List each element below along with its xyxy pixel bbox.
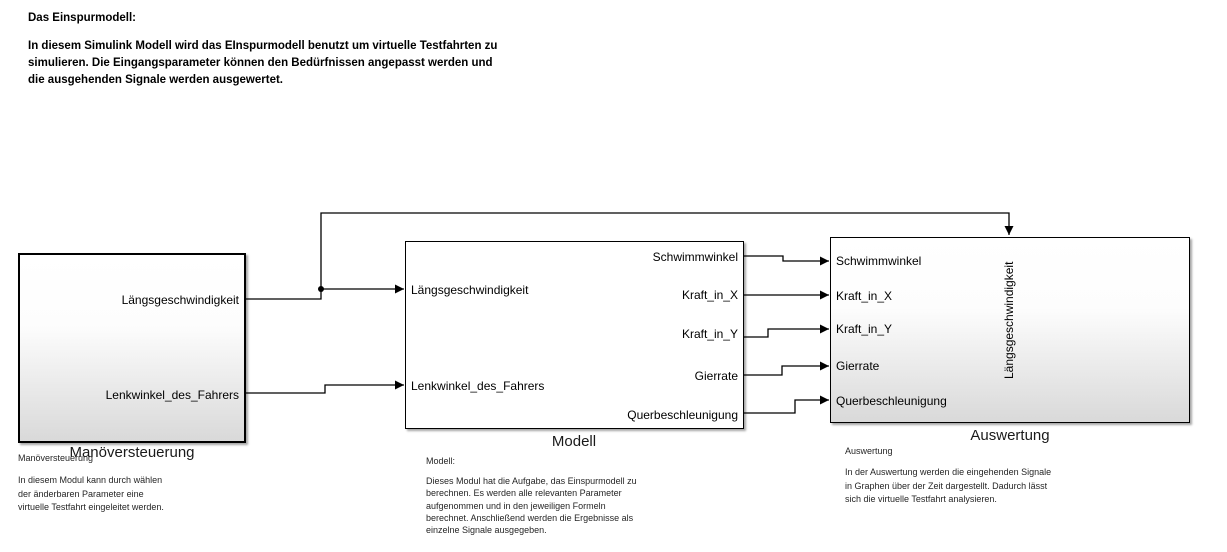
output-port-label: Kraft_in_X: [681, 288, 738, 302]
input-port-label: Kraft_in_Y: [836, 322, 893, 336]
wire-querbeschleunigung[interactable]: [744, 400, 829, 413]
wire-kraft-in-y[interactable]: [744, 329, 829, 337]
annotation-line: der änderbaren Parameter eine: [18, 488, 144, 499]
wire-junction-dot: [318, 286, 324, 292]
input-port-label: Kraft_in_X: [836, 289, 893, 303]
output-port-label: Querbeschleunigung: [627, 408, 738, 422]
annotation-line: In der Auswertung werden die eingehenden Signale: [845, 467, 1052, 477]
input-port-label: Gierrate: [836, 359, 880, 373]
annotation-line: berechnen. Es werden alle relevanten Parameter: [426, 488, 622, 499]
output-port-label: Längsgeschwindigkeit: [121, 293, 239, 307]
annotation-line: virtuelle Testfahrt eingeleitet werden.: [18, 502, 164, 512]
output-port-label: Lenkwinkel_des_Fahrers: [105, 388, 239, 402]
annotation-line: In diesem Modul kann durch wählen: [18, 475, 163, 485]
diagram-title: Das Einspurmodell:: [28, 12, 136, 24]
vertical-input-port-label: Längsgeschwindigkeit: [1002, 261, 1016, 379]
input-port-label: Schwimmwinkel: [836, 254, 922, 268]
annotation-line: Dieses Modul hat die Aufgabe, das Einspurmodell zu: [426, 476, 637, 486]
description-line: simulieren. Die Eingangsparameter können den Bedürfnissen angepasst werden und: [28, 57, 493, 69]
annotation-line: berechnet. Anschließend werden die Ergebnisse als: [426, 512, 634, 523]
block-label-modell: Modell: [551, 433, 597, 450]
input-port-label: Lenkwinkel_des_Fahrers: [411, 379, 545, 393]
annotation-manoeversteuerung: [18, 453, 164, 515]
output-port-label: Schwimmwinkel: [652, 250, 738, 264]
annotation-title: Modell:: [426, 456, 456, 466]
diagram-description: [28, 38, 497, 89]
input-port-label: Querbeschleunigung: [836, 394, 947, 408]
output-port-label: Gierrate: [694, 369, 738, 383]
description-line: In diesem Simulink Modell wird das EInspurmodell benutzt um virtuelle Testfahrten zu: [28, 40, 498, 52]
annotation-auswertung: [845, 446, 1051, 507]
wire-lenkwinkel-to-modell[interactable]: [246, 385, 404, 393]
annotation-title: Manöversteuerung: [18, 453, 94, 463]
wire-schwimmwinkel[interactable]: [744, 256, 829, 261]
input-port-label: Längsgeschwindigkeit: [411, 283, 529, 297]
annotation-title: Auswertung: [845, 446, 893, 456]
block-label-auswertung: Auswertung: [970, 427, 1050, 444]
output-port-label: Kraft_in_Y: [681, 327, 738, 341]
annotation-line: aufgenommen und in den jeweiligen Formeln: [426, 500, 606, 511]
annotation-line: in Graphen über der Zeit dargestellt. Dadurch lässt: [845, 480, 1048, 491]
block-label-manoeversteuerung: Manöversteuerung: [69, 444, 195, 461]
block-manoeversteuerung[interactable]: [18, 253, 246, 443]
annotation-line: einzelne Signale ausgegeben.: [426, 525, 547, 536]
annotation-modell: [426, 456, 637, 536]
block-modell[interactable]: [405, 241, 744, 429]
description-line: die ausgehenden Signale werden ausgewertet.: [28, 74, 283, 86]
wire-gierrate[interactable]: [744, 366, 829, 375]
annotation-line: sich die virtuelle Testfahrt analysieren.: [845, 494, 997, 504]
